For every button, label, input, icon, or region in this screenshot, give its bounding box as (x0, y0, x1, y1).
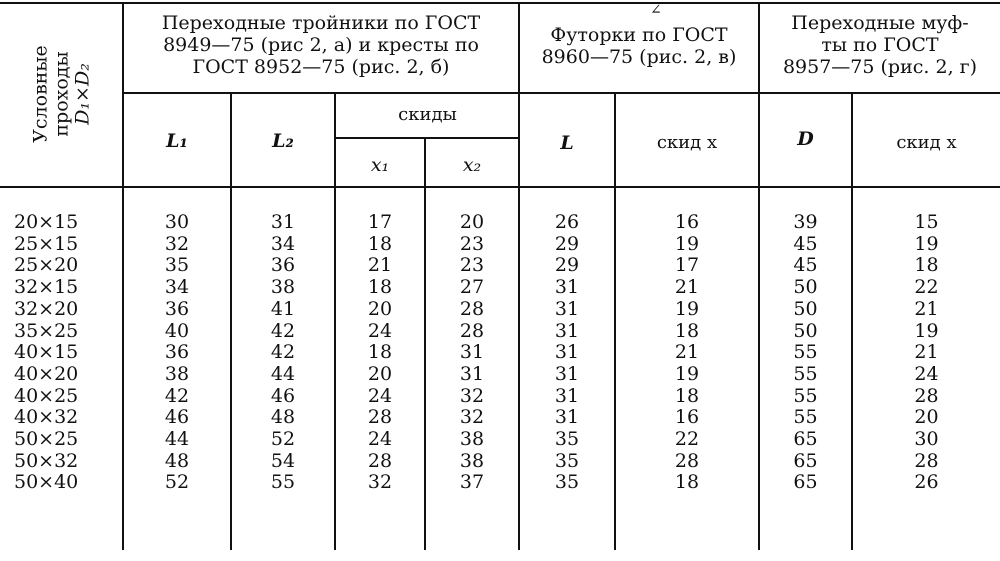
cell-l: 31 (554, 362, 580, 385)
cell-d: 50 (793, 276, 818, 299)
cell-l2: 31 (270, 211, 296, 233)
cell-l1: 48 (164, 449, 190, 472)
cell-d: 55 (793, 384, 818, 407)
cell-l1: 46 (164, 406, 190, 429)
skid-x-mufty-header: скид x (896, 132, 957, 153)
L1-header: L₁ (166, 130, 188, 152)
L-header: L (560, 132, 574, 154)
cell-xm: 21 (914, 297, 939, 320)
skidy-header: скиды (398, 104, 457, 125)
cell-d: 39 (793, 211, 818, 233)
cell-size: 40×20 (14, 362, 79, 385)
cell-x2: 32 (459, 384, 485, 407)
x2-header: x₂ (462, 154, 482, 176)
skid-x-futorki-header: скид x (656, 132, 718, 153)
tees-header-line-3: ГОСТ 8952—75 (рис. 2, б) (192, 56, 450, 78)
cell-l: 31 (554, 297, 580, 320)
table-row (0, 297, 1000, 320)
cell-x2: 38 (459, 428, 485, 450)
cell-size: 25×15 (14, 232, 79, 255)
cell-size: 40×32 (14, 406, 79, 429)
table-row (0, 430, 1000, 449)
cell-l1: 32 (164, 232, 190, 255)
stray-mark: ∠ (650, 2, 662, 18)
mufty-header-line-3: 8957—75 (рис. 2, г) (782, 56, 978, 78)
cell-x2: 28 (459, 297, 485, 320)
cell-size: 20×15 (14, 211, 79, 233)
cell-x2: 32 (459, 406, 485, 429)
cell-l: 35 (554, 449, 580, 472)
cell-l: 31 (554, 384, 580, 407)
cell-xm: 22 (914, 276, 939, 299)
cell-x2: 23 (459, 232, 485, 255)
cell-xm: 18 (914, 254, 939, 277)
table-row (0, 384, 1000, 407)
cell-x2: 38 (459, 449, 485, 472)
size-column-header (2, 6, 122, 181)
size-header-line-3: D₁×D₂ (71, 62, 94, 125)
table-row (0, 473, 1000, 492)
mufty-header-line-2: ты по ГОСТ (821, 34, 939, 56)
cell-l2: 48 (270, 406, 296, 429)
cell-d: 45 (793, 254, 818, 277)
cell-l1: 34 (164, 276, 190, 299)
cell-l1: 36 (164, 297, 190, 320)
cell-x2: 31 (459, 362, 485, 385)
cell-xm: 21 (914, 341, 939, 364)
cell-x1: 18 (367, 232, 393, 255)
cell-l1: 40 (164, 319, 190, 342)
cell-xf: 16 (674, 406, 700, 429)
cell-x1: 28 (367, 406, 393, 429)
cell-size: 32×20 (14, 297, 79, 320)
L2-header: L₂ (272, 130, 294, 152)
cell-l2: 54 (270, 449, 296, 472)
cell-d: 45 (793, 232, 818, 255)
cell-size: 35×25 (14, 319, 79, 342)
cell-xm: 19 (914, 232, 939, 255)
cell-xf: 21 (674, 341, 700, 364)
cell-x2: 27 (459, 276, 485, 299)
cell-xf: 16 (674, 211, 700, 233)
table-row (0, 343, 1000, 362)
mufty-header-line-1: Переходные муф- (791, 12, 969, 34)
tees-header-line-1: Переходные тройники по ГОСТ (161, 12, 481, 34)
top-rule (0, 2, 1000, 4)
cell-size: 50×32 (14, 449, 79, 472)
cell-x1: 24 (367, 319, 393, 342)
cell-d: 50 (793, 297, 818, 320)
cell-size: 40×25 (14, 384, 79, 407)
cell-x2: 37 (459, 471, 485, 494)
cell-xm: 30 (914, 428, 939, 450)
cell-l1: 30 (164, 211, 190, 233)
cell-d: 65 (793, 471, 818, 494)
futorki-header-line-1: Футорки по ГОСТ (550, 24, 728, 46)
table-row (0, 319, 1000, 342)
cell-l2: 55 (270, 471, 296, 494)
cell-l: 31 (554, 406, 580, 429)
cell-x2: 23 (459, 254, 485, 277)
cell-xf: 18 (674, 384, 700, 407)
group-header-rule (124, 92, 1000, 94)
cell-l1: 38 (164, 362, 190, 385)
cell-x1: 24 (367, 428, 393, 450)
cell-xf: 18 (674, 319, 700, 342)
skidy-rule (336, 137, 519, 139)
futorki-header (520, 24, 758, 68)
cell-l: 31 (554, 341, 580, 364)
cell-xm: 28 (914, 449, 939, 472)
table-row (0, 408, 1000, 427)
cell-xm: 20 (914, 406, 939, 429)
cell-l: 31 (554, 319, 580, 342)
cell-x2: 28 (459, 319, 485, 342)
cell-l: 29 (554, 232, 580, 255)
cell-l2: 44 (270, 362, 296, 385)
cell-d: 50 (793, 319, 818, 342)
table-row (0, 449, 1000, 472)
cell-x1: 20 (367, 362, 393, 385)
cell-size: 50×25 (14, 428, 79, 450)
cell-l1: 36 (164, 341, 190, 364)
cell-d: 55 (793, 341, 818, 364)
cell-l2: 38 (270, 276, 296, 299)
D-header: D (797, 128, 814, 150)
cell-l: 26 (554, 211, 580, 233)
cell-l: 31 (554, 276, 580, 299)
cell-x2: 31 (459, 341, 485, 364)
cell-xf: 19 (674, 297, 700, 320)
cell-x2: 20 (459, 211, 485, 233)
cell-xf: 18 (674, 471, 700, 494)
mufty-header (760, 12, 1000, 78)
table-row (0, 213, 1000, 232)
table-row (0, 256, 1000, 275)
cell-l1: 42 (164, 384, 190, 407)
tees-crosses-header (124, 12, 518, 78)
cell-l1: 35 (164, 254, 190, 277)
cell-x1: 24 (367, 384, 393, 407)
cell-xf: 17 (674, 254, 700, 277)
cell-size: 50×40 (14, 471, 79, 494)
cell-l2: 42 (270, 319, 296, 342)
cell-l2: 34 (270, 232, 296, 255)
x1-header: x₁ (370, 154, 390, 176)
cell-x1: 17 (367, 211, 393, 233)
size-header-line-1: Условные (29, 44, 52, 143)
cell-l2: 41 (270, 297, 296, 320)
cell-xm: 28 (914, 384, 939, 407)
cell-d: 65 (793, 449, 818, 472)
cell-x1: 20 (367, 297, 393, 320)
header-bottom-rule (0, 186, 1000, 188)
cell-xm: 19 (914, 319, 939, 342)
cell-l1: 44 (164, 428, 190, 450)
cell-l2: 36 (270, 254, 296, 277)
cell-x1: 21 (367, 254, 393, 277)
cell-l2: 42 (270, 341, 296, 364)
cell-xf: 22 (674, 428, 700, 450)
cell-d: 55 (793, 406, 818, 429)
table-row (0, 232, 1000, 255)
cell-size: 40×15 (14, 341, 79, 364)
cell-d: 65 (793, 428, 818, 450)
cell-x1: 28 (367, 449, 393, 472)
cell-xm: 15 (914, 211, 939, 233)
table-row (0, 278, 1000, 297)
size-header-line-2: проходы (50, 50, 73, 137)
cell-l: 29 (554, 254, 580, 277)
cell-xf: 19 (674, 232, 700, 255)
cell-l1: 52 (164, 471, 190, 494)
cell-l2: 52 (270, 428, 296, 450)
cell-x1: 32 (367, 471, 393, 494)
cell-x1: 18 (367, 341, 393, 364)
cell-l2: 46 (270, 384, 296, 407)
cell-x1: 18 (367, 276, 393, 299)
cell-xm: 26 (914, 471, 939, 494)
cell-d: 55 (793, 362, 818, 385)
tees-header-line-2: 8949—75 (рис 2, а) и кресты по (163, 34, 479, 56)
cell-l: 35 (554, 428, 580, 450)
cell-size: 32×15 (14, 276, 79, 299)
table-row (0, 362, 1000, 385)
cell-l: 35 (554, 471, 580, 494)
cell-xf: 28 (674, 449, 700, 472)
cell-xf: 21 (674, 276, 700, 299)
futorki-header-line-2: 8960—75 (рис. 2, в) (541, 46, 737, 68)
cell-xf: 19 (674, 362, 700, 385)
cell-size: 25×20 (14, 254, 79, 277)
cell-xm: 24 (914, 362, 939, 385)
